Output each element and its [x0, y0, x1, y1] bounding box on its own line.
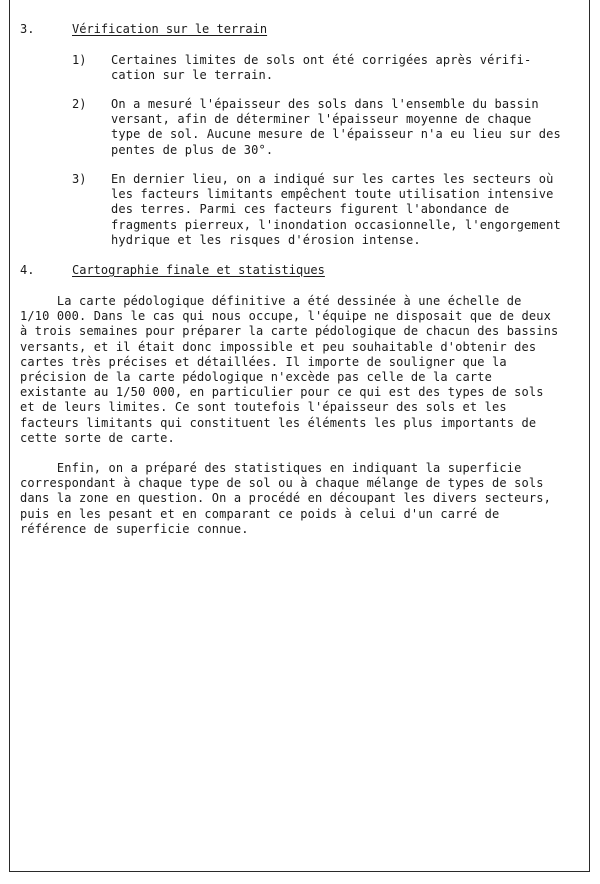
paragraph-2-line: dans la zone en question. On a procédé en découpant les divers secteurs,: [20, 491, 551, 506]
paragraph-2-line: Enfin, on a préparé des statistiques en indiquant la superficie: [20, 461, 522, 475]
paragraph-1-line: existante au 1/50 000, en particulier pour ce qui est des types de sols: [20, 385, 544, 400]
section-3-title: Vérification sur le terrain: [72, 22, 268, 36]
item-2-line: versant, afin de déterminer l'épaisseur moyenne de chaque: [111, 112, 532, 127]
item-3-line: des terres. Parmi ces facteurs figurent l'abondance de: [111, 202, 510, 217]
item-2-text: [111, 97, 561, 158]
paragraph-2-line: référence de superficie connue.: [20, 521, 249, 536]
item-2-line: type de sol. Aucune mesure de l'épaisseur n'a eu lieu sur des: [111, 127, 561, 142]
item-3-label: 3): [72, 172, 87, 186]
page-frame-left: [9, 0, 10, 872]
paragraph-1-line: 1/10 000. Dans le cas qui nous occupe, l'équipe ne disposait que de deux: [20, 309, 551, 324]
paragraph-1-line: facteurs limitants qui constituent les éléments les plus importants de: [20, 415, 537, 430]
item-3-line: les facteurs limitants empêchent toute utilisation intensive: [111, 187, 554, 202]
paragraph-1-line: versants, et il était donc impossible et peu souhaitable d'obtenir des: [20, 339, 537, 354]
section-3-number: 3.: [20, 22, 35, 36]
item-3-line: fragments pierreux, l'inondation occasionnelle, l'engorgement: [111, 217, 561, 232]
item-1-label: 1): [72, 53, 87, 67]
page-frame-bottom: [9, 871, 590, 872]
item-2-line: pentes de plus de 30°.: [111, 142, 274, 157]
section-4-number: 4.: [20, 263, 35, 277]
paragraph-1-line: cette sorte de carte.: [20, 430, 175, 445]
paragraph-2-line: correspondant à chaque type de sol ou à chaque mélange de types de sols: [20, 476, 544, 491]
item-1-line: cation sur le terrain.: [111, 68, 274, 83]
paragraph-1-line: cartes très précises et détaillées. Il importe de souligner que la: [20, 354, 507, 369]
paragraph-1-line: La carte pédologique définitive a été dessinée à une échelle de: [20, 294, 522, 308]
paragraph-1-line: à trois semaines pour préparer la carte pédologique de chacun des bassins: [20, 324, 559, 339]
item-3-line: En dernier lieu, on a indiqué sur les cartes les secteurs où: [111, 172, 554, 186]
item-1-text: [111, 53, 531, 83]
paragraph-2: [20, 461, 551, 537]
page-frame-right: [589, 0, 590, 872]
item-2-line: On a mesuré l'épaisseur des sols dans l'ensemble du bassin: [111, 97, 539, 111]
item-1-line: Certaines limites de sols ont été corrigées après vérifi-: [111, 53, 532, 67]
paragraph-1-line: et de leurs limites. Ce sont toutefois l'épaisseur des sols et les: [20, 400, 507, 415]
item-3-text: [111, 172, 561, 248]
paragraph-2-line: puis en les pesant et en comparant ce poids à celui d'un carré de: [20, 506, 500, 521]
section-4-title: Cartographie finale et statistiques: [72, 263, 325, 277]
paragraph-1: [20, 294, 558, 446]
paragraph-1-line: précision de la carte pédologique n'excède pas celle de la carte: [20, 370, 492, 385]
item-3-line: hydrique et les risques d'érosion intense.: [111, 232, 421, 247]
item-2-label: 2): [72, 97, 87, 111]
